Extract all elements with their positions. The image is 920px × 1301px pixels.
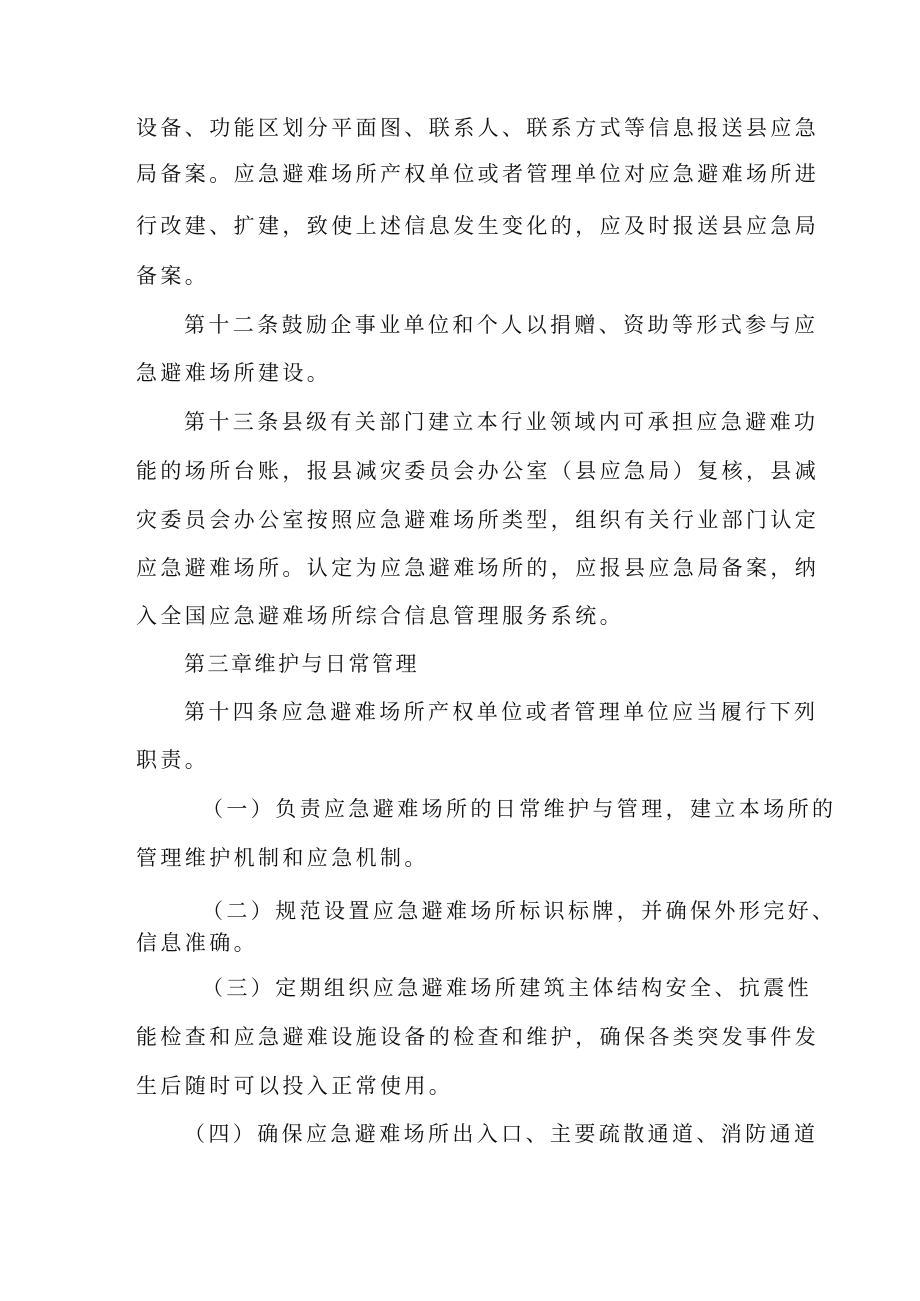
text-line: 管理维护机制和应急机制。 — [136, 846, 429, 870]
chapter-heading: 第三章维护与日常管理 — [184, 652, 419, 676]
text-line: 局备案。应急避难场所产权单位或者管理单位对应急避难场所进 — [136, 162, 820, 186]
text-line: 能检查和应急避难设施设备的检查和维护，确保各类突发事件发 — [136, 1025, 820, 1049]
text-line: 备案。 — [136, 264, 210, 288]
text-line: 生后随时可以投入正常使用。 — [136, 1074, 454, 1098]
text-line: 职责。 — [136, 748, 210, 772]
article-13-first-line: 第十三条县级有关部门建立本行业领域内可承担应急避难功 — [184, 410, 819, 434]
item-3-first-line: （三）定期组织应急避难场所建筑主体结构安全、抗震性 — [202, 976, 812, 1000]
text-line: 急避难场所建设。 — [136, 361, 332, 385]
article-12-first-line: 第十二条鼓励企事业单位和个人以捐赠、资助等形式参与应 — [184, 313, 819, 337]
item-1-first-line: （一）负责应急避难场所的日常维护与管理，建立本场所的 — [202, 797, 837, 821]
item-4-first-line: （四）确保应急避难场所出入口、主要疏散通道、消防通道 — [184, 1122, 819, 1146]
text-line: 灾委员会办公室按照应急避难场所类型，组织有关行业部门认定 — [136, 508, 820, 532]
text-line: 信息准确。 — [136, 931, 258, 955]
item-2-first-line: （二）规范设置应急避难场所标识标牌，并确保外形完好、 — [202, 899, 837, 923]
text-line: 应急避难场所。认定为应急避难场所的，应报县应急局备案，纳 — [136, 556, 820, 580]
article-14-first-line: 第十四条应急避难场所产权单位或者管理单位应当履行下列 — [184, 700, 819, 724]
text-line: 行改建、扩建，致使上述信息发生变化的，应及时报送县应急局 — [136, 214, 820, 238]
text-line: 入全国应急避难场所综合信息管理服务系统。 — [136, 604, 624, 628]
text-line: 设备、功能区划分平面图、联系人、联系方式等信息报送县应急 — [136, 116, 820, 140]
text-line: 能的场所台账，报县减灾委员会办公室（县应急局）复核，县减 — [136, 459, 820, 483]
